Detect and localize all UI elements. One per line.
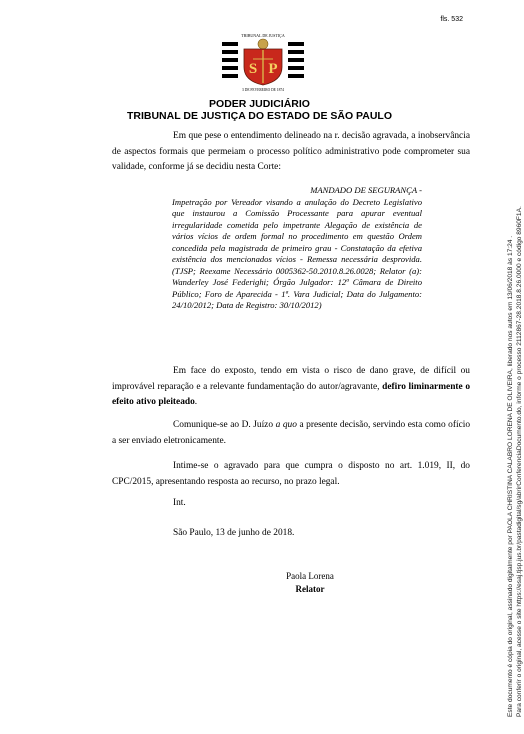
court-header xyxy=(0,98,519,122)
jurisprudence-quote xyxy=(172,185,422,312)
decision-paragraph xyxy=(112,364,470,411)
communicate-paragraph xyxy=(112,418,470,449)
header-line-1: PODER JUDICIÁRIO xyxy=(209,98,310,110)
intimation-text: Intime-se o agravado para que cumpra o disposto no art. 1.019, II, do CPC/2015, apresentando resposta ao recurso, no prazo legal. xyxy=(112,461,470,487)
signer-name: Paola Lorena xyxy=(286,571,334,581)
quote-lead: MANDADO DE SEGURANÇA - xyxy=(310,185,422,195)
intimation-paragraph xyxy=(112,459,470,490)
page-number: fls. 532 xyxy=(440,16,463,23)
intro-paragraph xyxy=(112,129,470,176)
communicate-text: Comunique-se ao D. Juízo xyxy=(173,420,274,430)
communicate-italic: a quo xyxy=(275,420,297,430)
signer-role: Relator xyxy=(295,583,325,594)
emblem-top-text: TRIBUNAL DE JUSTIÇA xyxy=(241,33,285,38)
communicate-end: a presente decisão, servindo esta como ofício a ser enviado eletronicamente. xyxy=(112,420,471,446)
date-line: São Paulo, 13 de junho de 2018. xyxy=(173,528,295,538)
quote-text: Impetração por Vereador visando a anulação do Decreto Legislativo que instaurou a Comissão Processante para apurar eventual irregularidade cometida pelo impetrante Alegação de existência de vários vícios de ordem formal no procedimento em questão Ordem concedida pela magistrada de primeiro grau - Constatação da efetiva existência dos mencionados vícios - Remessa necessária desprovida. (TJSP; Reexame Necessário 0005362-50.2010.8.26.0028; Relator (a): Wanderley José Federighi; Órgão Julgador: 12ª Câmara de Direito Público; Foro de Aparecida - 1ª. Vara Judicial; Data do Julgamento: 24/10/2012; Data de Registro: 30/10/2012) xyxy=(172,196,422,310)
int-line: Int. xyxy=(173,498,186,508)
emblem-letter-s: S xyxy=(248,61,258,77)
digital-signature-stamp xyxy=(507,206,524,717)
decision-end: . xyxy=(194,397,198,408)
court-emblem xyxy=(222,33,304,93)
header-line-2: TRIBUNAL DE JUSTIÇA DO ESTADO DE SÃO PAULO xyxy=(126,110,393,122)
decision-text: Em face do exposto, tendo em vista o risco de dano grave, de difícil ou improvável reparação e a relevante fundamentação do autor/agravante, xyxy=(112,366,470,392)
decision-bold-text: defiro liminarmente o efeito ativo pleiteado xyxy=(112,381,471,408)
emblem-letter-p: P xyxy=(268,61,278,77)
emblem-bottom-text: 3 DE FEVEREIRO DE 1874 xyxy=(242,88,284,92)
intro-text: Em que pese o entendimento delineado na r. decisão agravada, a inobservância de aspectos formais que permeiam o processo político administrativo pode comprometer sua validade, conforme já se decidiu nesta Corte: xyxy=(112,131,470,173)
stamp-line-1: Este documento é cópia do original, assinado digitalmente por PAOLA CHRISTINA CALABRO LORENA DE OLIVEIRA, liberado nos autos em 13/06/2018 às 17:24 . xyxy=(507,235,514,717)
stamp-line-2: Para conferir o original, acesse o site https://esaj.tjsp.jus.br/pastadigital/sg/abrirConferenciaDocumento.do, informe o processo 2112867-28.2018.8.26.0000 e código 8960F1A. xyxy=(515,206,523,717)
signature-block xyxy=(230,570,390,595)
